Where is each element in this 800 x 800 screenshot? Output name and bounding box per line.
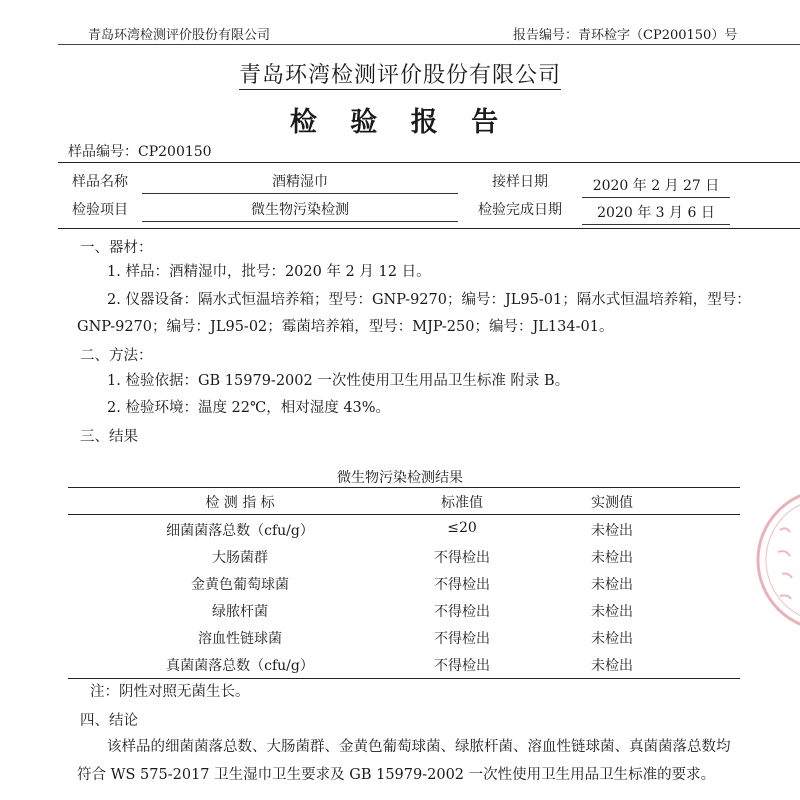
- equipment-item-2b: GNP-9270；编号：JL95-02；霉菌培养箱，型号：MJP-250；编号：JL134-01。: [77, 319, 614, 335]
- complete-date-label: 检验完成日期: [478, 202, 562, 218]
- table-row-4-measured: 未检出: [591, 604, 633, 620]
- result-heading: 三、结果: [80, 429, 138, 445]
- table-header-rule: [68, 514, 740, 515]
- info-top-rule: [58, 162, 800, 163]
- table-header-measured: 实测值: [591, 495, 633, 511]
- equipment-item-2a: 2. 仪器设备：隔水式恒温培养箱；型号：GNP-9270；编号：JL95-01；隔水式恒温培养箱，型号：: [107, 292, 751, 308]
- complete-date-value: 2020 年 3 月 6 日: [582, 202, 730, 225]
- equipment-item-1: 1. 样品：酒精湿巾，批号：2020 年 2 月 12 日。: [107, 264, 431, 280]
- table-row-3-indicator: 金黄色葡萄球菌: [191, 577, 289, 593]
- table-row-5-indicator: 溶血性链球菌: [198, 631, 282, 647]
- report-title: 检 验 报 告: [289, 107, 511, 138]
- table-row-1-standard: ≤20: [447, 520, 477, 536]
- table-row-2-indicator: 大肠菌群: [212, 550, 268, 566]
- header-divider: [58, 44, 800, 45]
- company-name-text: 青岛环湾检测评价股份有限公司: [238, 63, 561, 88]
- table-note: 注：阴性对照无菌生长。: [90, 684, 250, 700]
- company-name: [0, 58, 800, 89]
- results-table-title: 微生物污染检测结果: [337, 470, 463, 486]
- conclusion-heading: 四、结论: [80, 713, 138, 729]
- table-row-3-standard: 不得检出: [434, 577, 490, 593]
- table-row-5-measured: 未检出: [591, 631, 633, 647]
- conclusion-line-2: 符合 WS 575-2017 卫生湿巾卫生要求及 GB 15979-2002 一次性使用卫生用品卫生标准的要求。: [77, 767, 716, 783]
- sample-name-label: 样品名称: [72, 174, 128, 190]
- table-row-2-standard: 不得检出: [434, 550, 490, 566]
- test-item-label: 检验项目: [72, 202, 128, 218]
- header-report-number: 报告编号：青环检字（CP200150）号: [513, 28, 738, 43]
- receive-date-value: 2020 年 2 月 27 日: [582, 175, 730, 198]
- table-top-rule: [68, 487, 740, 488]
- info-bottom-rule: [58, 228, 800, 229]
- table-row-4-indicator: 绿脓杆菌: [212, 604, 268, 620]
- conclusion-line-1: 该样品的细菌菌落总数、大肠菌群、金黄色葡萄球菌、绿脓杆菌、溶血性链球菌、真菌菌落总数均: [107, 739, 731, 755]
- table-row-2-measured: 未检出: [591, 550, 633, 566]
- sample-number: 样品编号：CP200150: [68, 144, 212, 160]
- table-row-5-standard: 不得检出: [434, 631, 490, 647]
- table-row-1-indicator: 细菌菌落总数（cfu/g）: [166, 523, 314, 539]
- sample-name-value: 酒精湿巾: [142, 171, 458, 194]
- method-item-2: 2. 检验环境：温度 22℃，相对湿度 43%。: [107, 400, 391, 416]
- table-header-standard: 标准值: [441, 495, 483, 511]
- seal-stamp-icon: [750, 470, 800, 650]
- table-row-6-standard: 不得检出: [434, 658, 490, 674]
- equipment-heading: 一、器材：: [80, 240, 153, 256]
- table-row-4-standard: 不得检出: [434, 604, 490, 620]
- table-header-indicator: 检 测 指 标: [205, 495, 275, 511]
- table-row-6-measured: 未检出: [591, 658, 633, 674]
- method-item-1: 1. 检验依据：GB 15979-2002 一次性使用卫生用品卫生标准 附录 B。: [107, 373, 570, 389]
- test-item-value: 微生物污染检测: [142, 199, 458, 222]
- table-row-6-indicator: 真菌菌落总数（cfu/g）: [166, 658, 314, 674]
- header-company: 青岛环湾检测评价股份有限公司: [88, 28, 271, 43]
- method-heading: 二、方法：: [80, 348, 153, 364]
- table-bottom-rule: [68, 678, 740, 679]
- table-row-3-measured: 未检出: [591, 577, 633, 593]
- table-row-1-measured: 未检出: [591, 523, 633, 539]
- receive-date-label: 接样日期: [492, 174, 548, 190]
